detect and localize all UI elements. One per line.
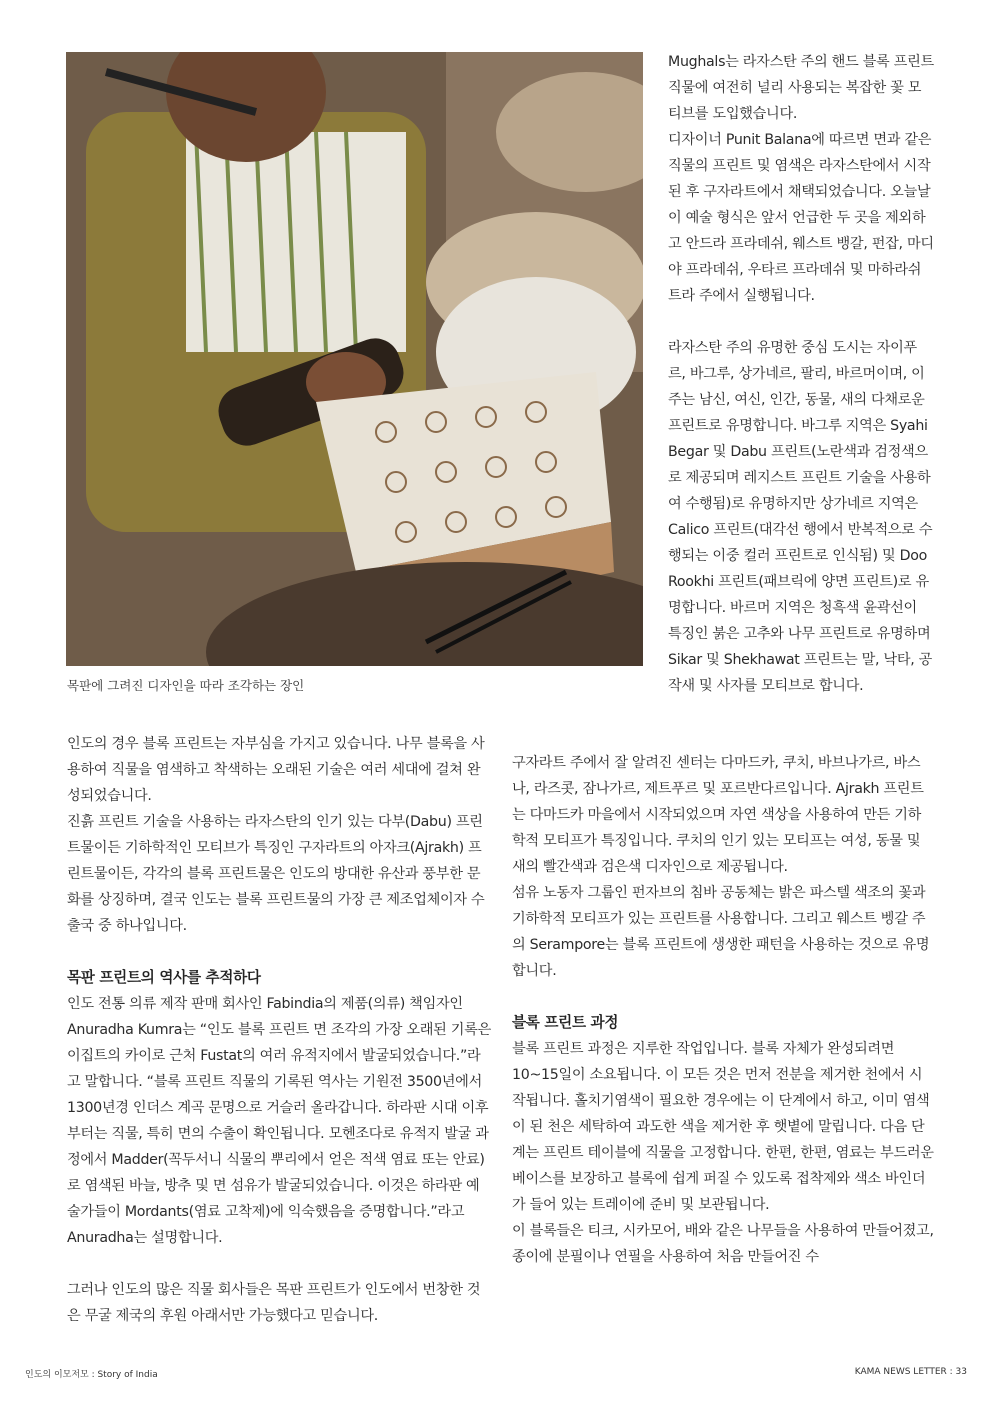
section-heading: 블록 프린트 과정 (512, 1014, 619, 1031)
right-column (512, 724, 934, 1270)
paragraph: 그러나 인도의 많은 직물 회사들은 목판 프린트가 인도에서 번창한 것은 무굴 제국의 후원 아래서만 가능했다고 믿습니다. (67, 1282, 481, 1324)
paragraph: 인도 전통 의류 제작 판매 회사인 Fabindia의 제품(의류) 책임자인 Anuradha Kumra는 “인도 블록 프린트 면 조각의 가장 오래된 기록은 이집트의 카이로 근처 Fustat의 여러 유적지에서 발굴되었습니다.”라고 말합니다. “블록 프린트 직물의 기록된 역사는 기원전 3500년에서 1300년경 인더스 계곡 문명으로 거슬러 올라갑니다. 하라판 시대 이후부터는 직물, 특히 면의 수출이 확인됩니다. 모헨조다로 유적지 발굴 과정에서 Madder(꼭두서니 식물의 뿌리에서 얻은 적색 염료 또는 안료)로 염색된 바늘, 방추 및 면 섬유가 발굴되었습니다. 이것은 하라판 예술가들이 Mordants(염료 고착제)에 익숙했음을 증명합니다.”라고 Anuradha는 설명합니다. (67, 996, 491, 1246)
paragraph: 인도의 경우 블록 프린트는 자부심을 가지고 있습니다. 나무 블록을 사용하여 직물을 염색하고 착색하는 오래된 기술은 여러 세대에 걸쳐 완성되었습니다. (67, 736, 485, 804)
paragraph: 구자라트 주에서 잘 알려진 센터는 다마드카, 쿠치, 바브나가르, 바스나, 라즈콧, 잠나가르, 제트푸르 및 포르반다르입니다. Ajrakh 프린트는 다마드카 마을에서 시작되었으며 자연 색상을 사용하여 만든 기하학적 모티프가 특징입니다. 쿠치의 인기 있는 모티프는 여성, 동물 및 새의 빨간색과 검은색 디자인으로 제공됩니다. (512, 755, 924, 875)
footer-section-title: 인도의 이모저모 : Story of India (25, 1370, 158, 1380)
paragraph: 라자스탄 주의 유명한 중심 도시는 자이푸르, 바그루, 상가네르, 팔리, 바르머이며, 이 주는 남신, 여신, 인간, 동물, 새의 다채로운 프린트로 유명합니다. 바그루 지역은 Syahi Begar 및 Dabu 프린트(노란색과 검정색으로 제공되며 레지스트 프린트 기술을 사용하여 수행됨)로 유명하지만 상가네르 지역은 Calico 프린트(대각선 행에서 반복적으로 수행되는 이중 컬러 프린트로 인식됨) 및 Doo Rookhi 프린트(패브릭에 양면 프린트)로 유명합니다. 바르머 지역은 청흑색 윤곽선이 특징인 붉은 고추와 나무 프린트로 유명하며 Sikar 및 Shekhawat 프린트는 말, 낙타, 공작새 및 사자를 모티브로 합니다. (668, 340, 933, 694)
right-column-top (668, 49, 934, 699)
paragraph: Mughals는 라자스탄 주의 핸드 블록 프린트 직물에 여전히 널리 사용되는 복잡한 꽃 모티브를 도입했습니다. (668, 54, 934, 122)
footer-page-number: KAMA NEWS LETTER : 33 (854, 1367, 967, 1377)
paragraph: 이 블록들은 티크, 시카모어, 배와 같은 나무들을 사용하여 만들어졌고, 종이에 분필이나 연필을 사용하여 처음 만들어진 수 (512, 1223, 934, 1265)
paragraph: 디자이너 Punit Balana에 따르면 면과 같은 직물의 프린트 및 염색은 라자스탄에서 시작된 후 구자라트에서 채택되었습니다. 오늘날 이 예술 형식은 앞서 언급한 두 곳을 제외하고 안드라 프라데쉬, 웨스트 뱅갈, 펀잡, 마디야 프라데쉬, 우타르 프라데쉬 및 마하라쉬트라 주에서 실행됩니다. (668, 132, 934, 304)
paragraph: 진흙 프린트 기술을 사용하는 라자스탄의 인기 있는 다부(Dabu) 프린트물이든 기하학적인 모티브가 특징인 구자라트의 아자크(Ajrakh) 프린트물이든, 각각의 블록 프린트물은 인도의 방대한 유산과 풍부한 문화를 상징하며, 결국 인도는 블록 프린트물의 가장 큰 제조업체이자 수출국 중 하나입니다. (67, 814, 485, 934)
artisan-photo (66, 52, 643, 666)
paragraph: 섬유 노동자 그룹인 펀자브의 침바 공동체는 밝은 파스텔 색조의 꽃과 기하학적 모티프가 있는 프린트를 사용합니다. 그리고 웨스트 벵갈 주의 Serampore는 블록 프린트에 생생한 패턴을 사용하는 것으로 유명합니다. (512, 885, 930, 979)
left-column (67, 731, 491, 1329)
photo-caption: 목판에 그려진 디자인을 따라 조각하는 장인 (67, 678, 305, 693)
paragraph: 블록 프린트 과정은 지루한 작업입니다. 블록 자체가 완성되려면 10~15일이 소요됩니다. 이 모든 것은 먼저 전분을 제거한 천에서 시작됩니다. 홀치기염색이 필요한 경우에는 이 단계에서 하고, 이미 염색이 된 천은 세탁하여 과도한 색을 제거한 후 햇볕에 말립니다. 다음 단계는 프린트 테이블에 직물을 고정합니다. 한편, 한편, 염료는 부드러운 베이스를 보장하고 블록에 쉽게 퍼질 수 있도록 접착제와 색소 바인더가 들어 있는 트레이에 준비 및 보관됩니다. (512, 1041, 934, 1213)
artisan-photo-illustration (66, 52, 643, 666)
section-heading: 목판 프린트의 역사를 추적하다 (67, 969, 261, 986)
